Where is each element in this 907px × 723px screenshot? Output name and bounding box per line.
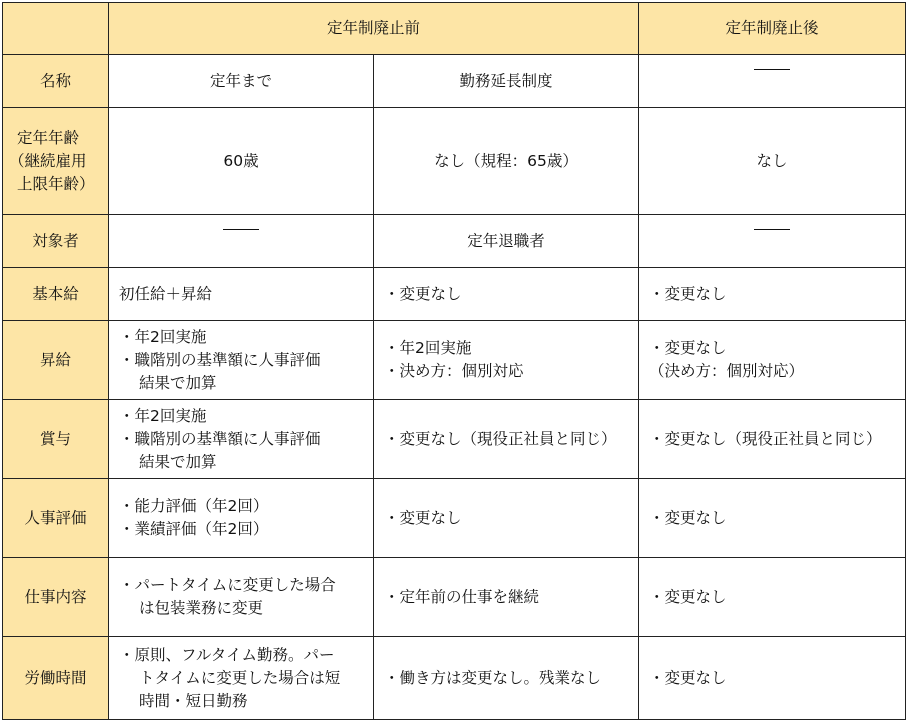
comparison-table <box>2 2 906 720</box>
cell-before-2: なし（規程：65歳） <box>374 108 639 215</box>
cell-line: ・年2回実施 <box>119 327 207 346</box>
row-label <box>3 108 109 215</box>
row-label: 昇給 <box>3 321 109 400</box>
cell-before-1 <box>109 400 374 479</box>
cell-before-1: 定年まで <box>109 55 374 108</box>
table-row <box>3 55 906 108</box>
table-row <box>3 558 906 637</box>
cell-line: ・原則、フルタイム勤務。パー <box>119 645 335 664</box>
cell-before-1: 初任給＋昇給 <box>109 268 374 321</box>
cell-before-1 <box>109 479 374 558</box>
cell-line: 結果で加算 <box>139 373 217 392</box>
cell-after: ・変更なし <box>639 268 906 321</box>
cell-before-2: ・変更なし（現役正社員と同じ） <box>374 400 639 479</box>
cell-after <box>639 321 906 400</box>
table-row <box>3 321 906 400</box>
row-label: 基本給 <box>3 268 109 321</box>
cell-before-1 <box>109 215 374 268</box>
row-label: 賞与 <box>3 400 109 479</box>
table-row <box>3 637 906 720</box>
table-row <box>3 400 906 479</box>
row-label: 名称 <box>3 55 109 108</box>
cell-before-2: ・変更なし <box>374 479 639 558</box>
cell-before-2: ・定年前の仕事を継続 <box>374 558 639 637</box>
dash-mark <box>754 69 790 93</box>
cell-after <box>639 215 906 268</box>
row-label-line: （継続雇用 <box>9 151 87 170</box>
cell-after: ・変更なし <box>639 479 906 558</box>
cell-line: 結果で加算 <box>139 452 217 471</box>
row-label-line: 上限年齢） <box>17 174 95 193</box>
cell-before-1 <box>109 637 374 720</box>
cell-after: ・変更なし（現役正社員と同じ） <box>639 400 906 479</box>
cell-line: ・能力評価（年2回） <box>119 497 269 515</box>
cell-before-2: ・変更なし <box>374 268 639 321</box>
header-row <box>3 3 906 55</box>
cell-before-2: 勤務延長制度 <box>374 55 639 108</box>
cell-before-1: 60歳 <box>109 108 374 215</box>
cell-line: ・パートタイムに変更した場合 <box>119 576 336 594</box>
cell-line: は包装業務に変更 <box>139 599 264 617</box>
row-label-line: 定年年齢 <box>17 128 80 147</box>
cell-after: ・変更なし <box>639 637 906 720</box>
row-label: 人事評価 <box>3 479 109 558</box>
cell-line: トタイムに変更した場合は短 <box>139 668 341 687</box>
cell-after <box>639 55 906 108</box>
row-label: 仕事内容 <box>3 558 109 637</box>
table-row <box>3 479 906 558</box>
dash-mark <box>754 229 790 253</box>
table-row <box>3 108 906 215</box>
cell-before-1 <box>109 321 374 400</box>
cell-before-1 <box>109 558 374 637</box>
header-before: 定年制廃止前 <box>109 3 639 55</box>
cell-line: （決め方：個別対応） <box>649 362 805 380</box>
table-row <box>3 268 906 321</box>
cell-before-2: ・働き方は変更なし。残業なし <box>374 637 639 720</box>
cell-line: ・職階別の基準額に人事評価 <box>119 350 321 369</box>
cell-before-2: 定年退職者 <box>374 215 639 268</box>
cell-after: ・変更なし <box>639 558 906 637</box>
row-label: 労働時間 <box>3 637 109 720</box>
cell-line: ・決め方：個別対応 <box>384 362 524 380</box>
cell-line: ・職階別の基準額に人事評価 <box>119 429 321 448</box>
cell-after: なし <box>639 108 906 215</box>
header-after: 定年制廃止後 <box>639 3 906 55</box>
row-label: 対象者 <box>3 215 109 268</box>
corner-cell <box>3 3 109 55</box>
dash-mark <box>223 229 259 253</box>
cell-line: ・年2回実施 <box>384 339 472 357</box>
cell-line: ・年2回実施 <box>119 406 207 425</box>
cell-before-2 <box>374 321 639 400</box>
cell-line: ・業績評価（年2回） <box>119 520 269 538</box>
cell-line: 時間・短日勤務 <box>139 691 248 710</box>
cell-line: ・変更なし <box>649 339 727 357</box>
table-row <box>3 215 906 268</box>
